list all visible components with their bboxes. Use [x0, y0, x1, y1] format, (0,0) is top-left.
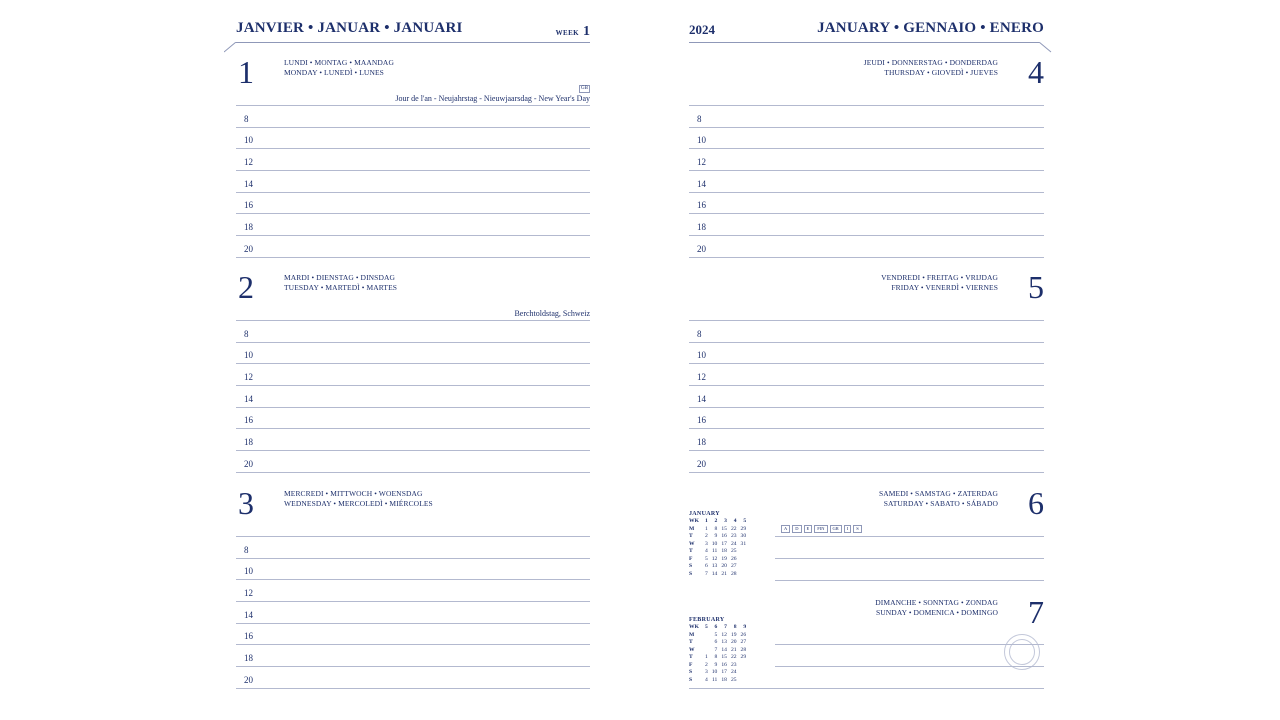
mc-cell: 9 [714, 661, 718, 668]
hour-label: 8 [244, 113, 249, 124]
mc-cell: S [689, 669, 693, 675]
hour-row[interactable] [236, 430, 590, 452]
hour-label: 10 [244, 566, 253, 577]
day-names [864, 58, 998, 77]
hour-label: 12 [244, 588, 253, 599]
hour-label: 10 [244, 135, 253, 146]
day-names-line2: MONDAY • LUNEDÌ • LUNES [284, 67, 384, 77]
hour-label: 14 [697, 178, 706, 189]
week-number: 1 [583, 24, 590, 39]
hour-label: 16 [697, 415, 706, 426]
day-number: 3 [238, 485, 254, 521]
mc-cell: 13 [721, 639, 727, 645]
hour-row[interactable] [689, 193, 1044, 215]
mc-cell: 20 [721, 563, 727, 569]
hour-label: 20 [244, 458, 253, 469]
hour-label: 16 [244, 200, 253, 211]
country-chip: FIN [814, 525, 827, 533]
mc-cell: 14 [721, 646, 727, 653]
mc-cell: 8 [733, 624, 737, 630]
hour-label: 10 [697, 350, 706, 361]
hour-row[interactable] [236, 236, 590, 258]
hour-row[interactable] [236, 343, 590, 365]
mini-calendar-january [689, 511, 748, 578]
day-block-6 [689, 487, 1044, 585]
mc-cell [703, 632, 710, 640]
mc-cell: 4 [733, 518, 737, 524]
mc-cell: 7 [704, 570, 708, 577]
day-block-7 [689, 596, 1044, 692]
hour-row[interactable] [236, 646, 590, 668]
hour-row[interactable] [689, 149, 1044, 171]
country-chip: E [804, 525, 813, 533]
country-chip: D [792, 525, 801, 533]
day-number: 1 [238, 54, 254, 90]
mc-cell: 18 [721, 676, 727, 683]
hour-label: 8 [697, 113, 702, 124]
hour-row[interactable] [236, 624, 590, 646]
mc-cell: 21 [721, 570, 727, 577]
mc-cell: 18 [721, 548, 727, 554]
country-chip: S [853, 525, 862, 533]
header-rule [236, 42, 590, 43]
day-names-line1: JEUDI • DONNERSTAG • DONDERDAG [863, 58, 998, 67]
hour-row[interactable] [689, 364, 1044, 386]
mini-calendar-grid [689, 624, 748, 684]
mc-cell: 6 [714, 639, 718, 645]
mc-cell [739, 563, 749, 571]
mc-cell: 26 [730, 555, 737, 562]
year-label: 2024 [689, 22, 715, 37]
day-names [284, 273, 397, 292]
mc-cell: 29 [740, 654, 747, 660]
publisher-seal-logo [1004, 634, 1040, 670]
day-block-5 [689, 271, 1044, 476]
day-rule [775, 666, 1044, 667]
right-page-header [689, 20, 1044, 42]
hour-label: 10 [697, 135, 706, 146]
hour-row[interactable] [689, 106, 1044, 128]
hour-row[interactable] [236, 321, 590, 343]
mc-cell: F [689, 661, 693, 668]
day-rule [775, 558, 1044, 559]
mini-calendar-title: FEBRUARY [689, 617, 725, 623]
mc-cell: 15 [721, 525, 727, 532]
mc-cell: 13 [711, 563, 718, 569]
day-rule [775, 644, 1044, 645]
month-title: JANVIER • JANUAR • JANUARI [236, 20, 463, 36]
mc-cell [739, 662, 749, 670]
mc-cell [739, 571, 749, 579]
mc-cell: 26 [740, 631, 747, 638]
hour-label: 12 [244, 372, 253, 383]
mc-cell: 27 [730, 563, 737, 569]
mc-cell: S [689, 676, 693, 683]
hour-label: 10 [244, 350, 253, 361]
day-names-line2: SATURDAY • SABATO • SÁBADO [883, 498, 998, 508]
mc-cell: T [689, 654, 693, 660]
day-names-line2: TUESDAY • MARTEDÌ • MARTES [284, 282, 398, 292]
mc-cell: 6 [714, 624, 718, 630]
mc-cell: 1 [704, 525, 708, 532]
day-names-line2: SUNDAY • DOMENICA • DOMINGO [876, 607, 998, 617]
hour-row[interactable] [236, 559, 590, 581]
hour-label: 14 [244, 609, 253, 620]
hour-row[interactable] [689, 386, 1044, 408]
day-names-line1: MERCREDI • MITTWOCH • WOENSDAG [284, 489, 423, 498]
page-corner-tab [224, 42, 238, 54]
hour-label: 16 [244, 415, 253, 426]
mc-cell: 2 [704, 661, 708, 668]
mc-cell: 16 [721, 661, 727, 668]
hour-row[interactable] [236, 149, 590, 171]
mc-cell: 31 [740, 540, 747, 547]
mc-cell [739, 677, 749, 685]
hour-row[interactable] [689, 215, 1044, 237]
mc-cell [703, 647, 710, 655]
hour-label: 18 [697, 437, 706, 448]
hour-label: 14 [697, 393, 706, 404]
day-names [284, 58, 394, 77]
mini-calendar-grid [689, 518, 748, 578]
day-block-2 [236, 271, 590, 476]
mc-cell: 23 [730, 661, 737, 668]
day-rule [775, 536, 1044, 537]
day-names-line2: THURSDAY • GIOVEDÌ • JUEVES [884, 67, 998, 77]
mc-cell: F [689, 555, 693, 562]
hour-label: 8 [697, 328, 702, 339]
mc-cell: 24 [730, 669, 737, 675]
hour-row[interactable] [236, 171, 590, 193]
holiday-name: Berchtoldstag, Schweiz [514, 309, 590, 318]
hour-row[interactable] [236, 537, 590, 559]
mc-cell: 5 [704, 624, 708, 630]
day-number: 5 [1028, 269, 1044, 305]
mc-cell: 11 [711, 676, 718, 683]
hour-label: 12 [244, 157, 253, 168]
mc-cell [739, 556, 749, 564]
hour-label: 14 [244, 178, 253, 189]
header-rule [689, 42, 1039, 43]
left-page-header [236, 20, 590, 42]
mc-cell: W [689, 540, 695, 547]
mc-cell: 8 [714, 654, 718, 660]
hour-row[interactable] [236, 602, 590, 624]
mc-cell: M [689, 525, 695, 532]
mc-cell: 4 [704, 676, 708, 683]
mc-cell: W [689, 646, 695, 653]
holiday-country-chips [781, 525, 862, 533]
day-number: 6 [1028, 485, 1044, 521]
mc-cell: 5 [743, 518, 747, 524]
mc-cell: 21 [730, 646, 737, 653]
mc-cell: 1 [704, 518, 708, 524]
hour-row[interactable] [689, 321, 1044, 343]
hour-row[interactable] [689, 171, 1044, 193]
hour-row[interactable] [236, 128, 590, 150]
hour-row[interactable] [236, 408, 590, 430]
day-names [881, 273, 998, 292]
day-rule [775, 580, 1044, 581]
mc-cell [739, 548, 749, 556]
mc-cell: 20 [730, 639, 737, 645]
hour-row[interactable] [689, 430, 1044, 452]
day-block-1 [236, 56, 590, 261]
mc-cell: WK [689, 624, 699, 630]
hour-row[interactable] [689, 236, 1044, 258]
mc-cell [739, 669, 749, 677]
hour-label: 16 [244, 631, 253, 642]
hour-row[interactable] [236, 106, 590, 128]
day-names-line1: DIMANCHE • SONNTAG • ZONDAG [875, 598, 998, 607]
mc-cell: 3 [704, 669, 708, 675]
mc-cell: 23 [730, 533, 737, 539]
mc-cell: 2 [714, 518, 718, 524]
mc-cell: 28 [740, 646, 747, 653]
mc-cell: 25 [730, 676, 737, 683]
mc-cell: T [689, 639, 693, 645]
hour-label: 18 [697, 222, 706, 233]
hour-label: 8 [244, 544, 249, 555]
day-names [284, 489, 433, 508]
hour-row[interactable] [236, 193, 590, 215]
left-page [230, 0, 596, 720]
mc-cell: 5 [714, 631, 718, 638]
mc-cell: 6 [704, 563, 708, 569]
country-chip: I [844, 525, 852, 533]
mc-cell: 12 [721, 631, 727, 638]
mc-cell: 17 [721, 669, 727, 675]
mc-cell: 15 [721, 654, 727, 660]
hour-label: 20 [244, 243, 253, 254]
mc-cell: T [689, 548, 693, 554]
mc-cell: 17 [721, 540, 727, 547]
day-block-4 [689, 56, 1044, 261]
month-title: JANUARY • GENNAIO • ENERO [817, 20, 1044, 36]
day-number: 7 [1028, 594, 1044, 630]
mc-cell: 29 [740, 525, 747, 532]
mc-cell [703, 639, 710, 647]
hour-label: 12 [697, 157, 706, 168]
hour-label: 20 [244, 674, 253, 685]
day-number: 4 [1028, 54, 1044, 90]
hour-row[interactable] [689, 128, 1044, 150]
mc-cell: 19 [721, 555, 727, 562]
day-block-3 [236, 487, 590, 692]
hour-label: 14 [244, 393, 253, 404]
hour-label: 16 [697, 200, 706, 211]
mc-cell: S [689, 570, 693, 577]
hour-label: 8 [244, 328, 249, 339]
hour-row[interactable] [689, 408, 1044, 430]
day-names-line1: VENDREDI • FREITAG • VRIJDAG [881, 273, 998, 282]
mc-cell: 3 [704, 540, 708, 547]
mc-cell: 9 [714, 533, 718, 539]
mc-cell: 3 [724, 518, 727, 524]
mc-cell: 10 [711, 669, 718, 675]
holiday-name: Jour de l'an - Neujahrstag - Nieuwjaarsdag - New Year's Day [395, 94, 590, 103]
mc-cell: 16 [721, 533, 727, 539]
day-names-line1: LUNDI • MONTAG • MAANDAG [284, 58, 394, 67]
mc-cell: 27 [740, 639, 747, 645]
mc-cell: 22 [730, 525, 737, 532]
hour-label: 18 [244, 653, 253, 664]
hour-row[interactable] [689, 451, 1044, 473]
mc-cell: 5 [704, 555, 708, 562]
hour-label: 12 [697, 372, 706, 383]
mc-cell: 10 [711, 540, 718, 547]
hour-row[interactable] [236, 364, 590, 386]
right-page [685, 0, 1057, 720]
day-names-line2: FRIDAY • VENERDÌ • VIERNES [891, 282, 998, 292]
hour-row[interactable] [236, 580, 590, 602]
mc-cell: T [689, 533, 693, 539]
page-corner-tab [1039, 42, 1053, 54]
hour-row[interactable] [689, 343, 1044, 365]
mc-cell: 1 [704, 654, 708, 660]
country-chip: GR [830, 525, 842, 533]
day-names [879, 489, 998, 508]
mc-cell: 19 [730, 631, 737, 638]
mini-calendar-february [689, 617, 748, 684]
day-names [875, 598, 998, 617]
hour-label: 20 [697, 458, 706, 469]
day-rule [689, 688, 1044, 689]
mc-cell: WK [689, 518, 699, 524]
hour-row[interactable] [236, 451, 590, 473]
mc-cell: M [689, 631, 695, 638]
mc-cell: 8 [714, 525, 718, 532]
hour-label: 20 [697, 243, 706, 254]
day-names-line1: SAMEDI • SAMSTAG • ZATERDAG [878, 489, 998, 498]
mini-calendar-title: JANUARY [689, 511, 720, 517]
mc-cell: 7 [714, 646, 718, 653]
mc-cell: 14 [711, 570, 718, 577]
hour-label: 18 [244, 437, 253, 448]
mc-cell: 12 [711, 555, 718, 562]
mc-cell: 2 [704, 533, 708, 539]
mc-cell: 11 [711, 548, 718, 554]
week-indicator [556, 22, 590, 40]
hour-row[interactable] [236, 386, 590, 408]
mc-cell: 22 [730, 654, 737, 660]
mc-cell: 7 [724, 624, 727, 630]
mc-cell: 24 [730, 540, 737, 547]
day-number: 2 [238, 269, 254, 305]
hour-row[interactable] [236, 215, 590, 237]
hour-label: 18 [244, 222, 253, 233]
mc-cell: 9 [743, 624, 747, 630]
week-label: WEEK [555, 29, 579, 37]
day-names-line1: MARDI • DIENSTAG • DINSDAG [284, 273, 395, 282]
hour-row[interactable] [236, 667, 590, 689]
mc-cell: 28 [730, 570, 737, 577]
mc-cell: 30 [740, 533, 747, 539]
day-names-line2: WEDNESDAY • MERCOLEDÌ • MIÉRCOLES [284, 498, 433, 508]
holiday-country-badge: GB [581, 86, 588, 91]
mc-cell: 4 [704, 548, 708, 554]
mc-cell: 25 [730, 548, 737, 554]
mc-cell: S [689, 563, 693, 569]
country-chip: A [781, 525, 790, 533]
